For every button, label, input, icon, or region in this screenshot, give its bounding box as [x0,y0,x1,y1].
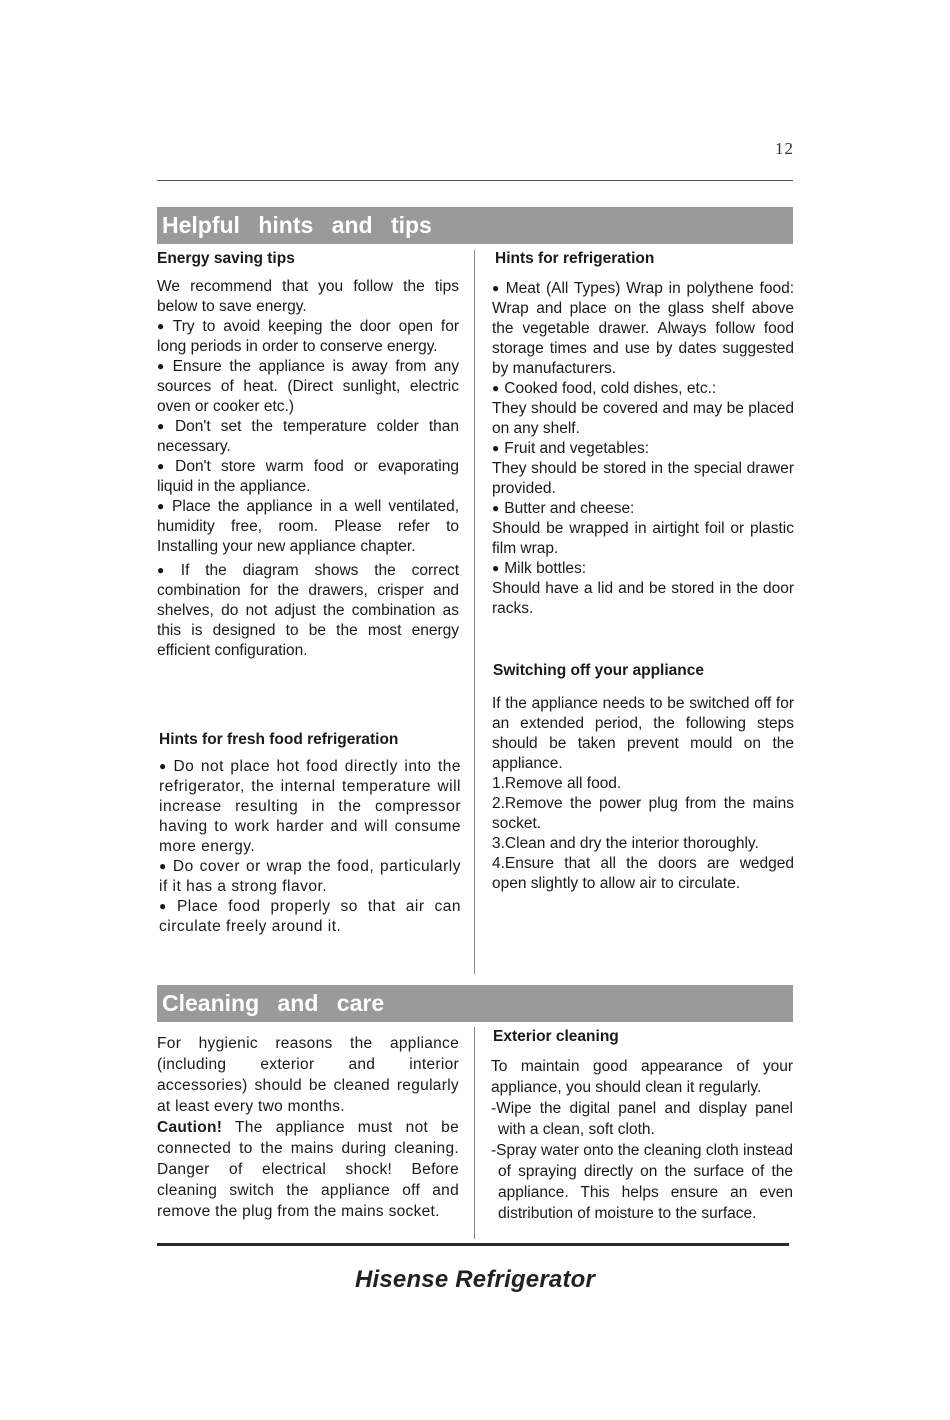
section-title-helpful-hints: Helpful hints and tips [157,207,793,244]
fresh-food-tip: ● Place food properly so that air can circulate freely around it. [159,897,461,937]
switching-off-step: 3.Clean and dry the interior thoroughly. [492,835,759,852]
refrigeration-item-text: They should be stored in the special drawer provided. [492,460,794,497]
energy-tip: ● Place the appliance in a well ventilated, humidity free, room. Please refer to Installing your new appliance chapter. [157,497,459,557]
fresh-food-section [159,731,461,937]
top-divider [157,180,793,181]
refrigeration-item-title: ● Butter and cheese: [492,499,794,519]
fresh-food-tip: ● Do cover or wrap the food, particularly if it has a strong flavor. [159,857,461,897]
caution-text: The appliance must not be connected to the mains during cleaning. Danger of electrical shock! Before cleaning switch the appliance off and remove the plug from the mains socket. [157,1119,459,1220]
energy-intro: We recommend that you follow the tips below to save energy. [157,278,459,315]
energy-saving-heading: Energy saving tips [157,250,295,267]
cleaning-intro: For hygienic reasons the appliance (including exterior and interior accessories) should be cleaned regularly at least every two months. [157,1035,459,1115]
refrigeration-item-title: ● Fruit and vegetables: [492,439,794,459]
column-divider [474,1027,475,1239]
refrigeration-section [492,250,794,619]
energy-tip: ● Don't set the temperature colder than necessary. [157,417,459,457]
fresh-food-tip: ● Do not place hot food directly into the refrigerator, the internal temperature will increase resulting in the compressor having to work harder and will consume more energy. [159,757,461,857]
switching-off-section [492,662,794,894]
caution-label: Caution! [157,1119,223,1136]
energy-tip: ● If the diagram shows the correct combination for the drawers, crisper and shelves, do not adjust the combination as this is designed to be the most energy efficient configuration. [157,561,459,661]
cleaning-caution [157,1117,459,1222]
switching-off-intro: If the appliance needs to be switched off for an extended period, the following steps should be taken prevent mould on the appliance. [492,695,794,772]
refrigeration-item-text: Should be wrapped in airtight foil or plastic film wrap. [492,520,794,557]
cleaning-section [157,1033,459,1222]
section-title-cleaning-care: Cleaning and care [157,985,793,1022]
page-number: 12 [775,139,794,158]
brand-footer: Hisense Refrigerator [354,1266,596,1293]
exterior-cleaning-heading: Exterior cleaning [493,1028,619,1045]
fresh-food-heading: Hints for fresh food refrigeration [159,731,399,748]
refrigeration-item-title: ● Meat (All Types) Wrap in polythene food: Wrap and place on the glass shelf above the vegetable drawer. Always follow food storage times and use by dates suggested by manufacturers. [492,279,794,379]
switching-off-step: 2.Remove the power plug from the mains socket. [492,795,794,832]
energy-saving-section [157,250,459,661]
refrigeration-item-text: Should have a lid and be stored in the door racks. [492,580,794,617]
refrigeration-item-title: ● Milk bottles: [492,559,794,579]
exterior-cleaning-item: -Wipe the digital panel and display panel with a clean, soft cloth. [491,1100,793,1138]
energy-tip: ● Don't store warm food or evaporating liquid in the appliance. [157,457,459,497]
refrigeration-item-text: They should be covered and may be placed on any shelf. [492,400,794,437]
energy-tip: ● Ensure the appliance is away from any sources of heat. (Direct sunlight, electric oven or cooker etc.) [157,357,459,417]
exterior-cleaning-section [491,1028,793,1224]
switching-off-heading: Switching off your appliance [493,662,704,679]
refrigeration-heading: Hints for refrigeration [495,250,655,267]
exterior-cleaning-item: -Spray water onto the cleaning cloth instead of spraying directly on the surface of the appliance. This helps ensure an even distribution of moisture to the surface. [491,1142,793,1222]
switching-off-step: 1.Remove all food. [492,775,622,792]
energy-tip: ● Try to avoid keeping the door open for long periods in order to conserve energy. [157,317,459,357]
column-divider [474,250,475,974]
switching-off-step: 4.Ensure that all the doors are wedged open slightly to allow air to circulate. [492,855,794,892]
bottom-divider [157,1243,789,1246]
refrigeration-item-title: ● Cooked food, cold dishes, etc.: [492,379,794,399]
exterior-cleaning-intro: To maintain good appearance of your appliance, you should clean it regularly. [491,1058,793,1096]
